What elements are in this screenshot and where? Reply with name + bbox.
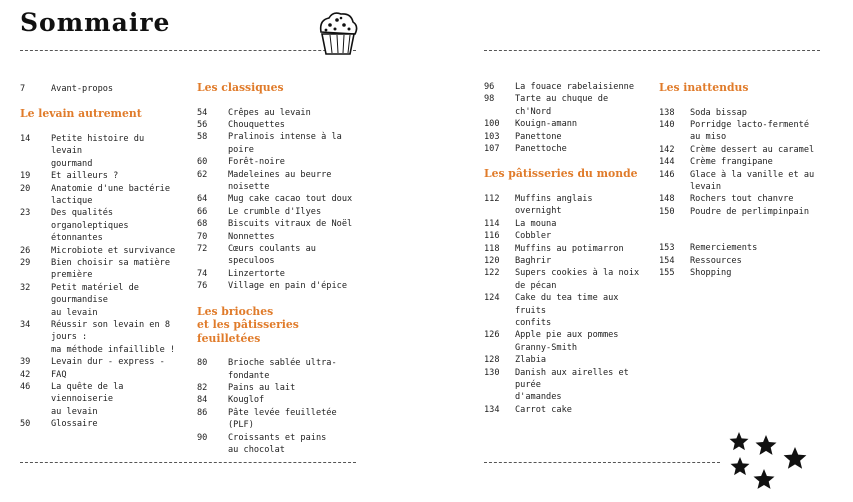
toc-entry <box>197 268 357 280</box>
page-number: 32 <box>20 282 31 293</box>
divider <box>20 462 356 463</box>
entry-title-line: FAQ <box>51 369 67 380</box>
page-number: 82 <box>197 382 208 393</box>
page-number: 74 <box>197 268 208 279</box>
entry-title <box>228 432 357 457</box>
entry-title-line: La mouna <box>515 218 557 229</box>
entry-title <box>515 267 644 292</box>
entry-title-line: Poudre de perlimpinpain <box>690 206 809 217</box>
page-number: 80 <box>197 358 208 369</box>
toc-entry <box>484 218 644 230</box>
entry-title <box>51 319 180 356</box>
toc-entry <box>659 107 829 119</box>
entry-title <box>51 183 180 208</box>
entry-title-line: Granny-Smith <box>515 342 578 353</box>
entry-title <box>515 367 644 404</box>
toc-column-3 <box>484 81 644 416</box>
section-heading <box>20 107 180 121</box>
entry-title <box>690 193 829 205</box>
entry-title-line: Ressources <box>690 255 742 266</box>
toc-entry <box>20 207 180 244</box>
entry-title-line: ma méthode infaillible ! <box>51 344 176 355</box>
entry-title-line: Glossaire <box>51 419 98 430</box>
toc-entry <box>484 193 644 218</box>
toc-entry <box>197 382 357 394</box>
page-number: 20 <box>20 183 31 194</box>
entry-title-line: Petite histoire du levain <box>51 133 145 157</box>
entry-title-line: Apple pie aux pommes <box>515 330 619 341</box>
entry-title-line: Carrot cake <box>515 404 572 415</box>
entry-title-line: Panettoche <box>515 144 567 155</box>
entry-title-line: Et ailleurs ? <box>51 171 119 182</box>
entry-title-line: Muffins au potimarron <box>515 243 624 254</box>
entry-title <box>690 169 829 194</box>
toc-entry <box>20 319 180 356</box>
star-icon <box>754 469 775 489</box>
section-heading-line: et les pâtisseries <box>197 318 299 332</box>
toc-entry <box>20 83 180 95</box>
page-number: 140 <box>659 119 675 130</box>
entry-title-line: étonnantes <box>51 233 103 244</box>
page-number: 154 <box>659 255 675 266</box>
entry-title-line: Pains au lait <box>228 382 296 393</box>
entry-title-line: Panettone <box>515 131 562 142</box>
page-number: 29 <box>20 257 31 268</box>
toc-entry <box>197 206 357 218</box>
page-number: 153 <box>659 243 675 254</box>
toc-entry <box>197 231 357 243</box>
entry-title-line: Des qualités organoleptiques <box>51 208 129 231</box>
entry-title <box>515 143 644 155</box>
entry-title <box>51 245 180 257</box>
entry-title-line: Crêpes au levain <box>228 107 311 118</box>
entry-title-line: Crème dessert au caramel <box>690 144 815 155</box>
section-heading-line: Les pâtisseries du monde <box>484 167 638 181</box>
entry-title <box>51 257 180 282</box>
page-number: 62 <box>197 169 208 180</box>
entry-title-line: Anatomie d'une bactérie <box>51 183 170 194</box>
page-number: 60 <box>197 157 208 168</box>
page-number: 120 <box>484 255 500 266</box>
toc-entry <box>197 193 357 205</box>
page-number: 122 <box>484 268 500 279</box>
entry-title <box>515 354 644 366</box>
entry-title <box>690 119 829 144</box>
entry-title-line: Mug cake cacao tout doux <box>228 194 353 205</box>
entry-title <box>690 144 829 156</box>
entry-title <box>228 107 357 119</box>
page-number: 134 <box>484 404 500 415</box>
entry-title-line: Supers cookies à la noix <box>515 268 640 279</box>
page-number: 103 <box>484 131 500 142</box>
page-number: 128 <box>484 355 500 366</box>
divider <box>484 50 820 51</box>
entry-title <box>515 81 644 93</box>
page-number: 90 <box>197 432 208 443</box>
page-number: 50 <box>20 419 31 430</box>
entry-title-line: Pralinois intense à la poire <box>228 132 342 155</box>
entry-title <box>228 231 357 243</box>
entry-title-line: Tarte au chuque de ch'Nord <box>515 94 609 117</box>
toc-entry <box>20 133 180 170</box>
entry-title-line: première <box>51 270 93 281</box>
entry-title-line: Village en pain d'épice <box>228 281 347 292</box>
toc-entry <box>197 357 357 382</box>
entry-title-line: lactique <box>51 195 93 206</box>
entry-title-line: d'amandes <box>515 392 562 403</box>
toc-entry <box>484 243 644 255</box>
muffin-icon <box>317 10 359 58</box>
toc-entry <box>197 280 357 292</box>
star-icon <box>730 432 749 450</box>
toc-entry <box>197 156 357 168</box>
entry-title-line: Kouign-amann <box>515 119 578 130</box>
toc-entry <box>659 206 829 218</box>
toc-entry <box>484 292 644 329</box>
entry-title <box>228 218 357 230</box>
toc-entry <box>484 81 644 93</box>
toc-entry <box>659 169 829 194</box>
entry-title <box>515 404 644 416</box>
page-number: 39 <box>20 357 31 368</box>
entry-title-line: Cœurs coulants au speculoos <box>228 243 316 267</box>
entry-title <box>690 242 829 254</box>
toc-entry <box>659 156 829 168</box>
entry-title-line: Microbiote et survivance <box>51 245 176 256</box>
page-number: 155 <box>659 267 675 278</box>
page-number: 66 <box>197 206 208 217</box>
toc-column-2 <box>197 81 357 456</box>
page-number: 142 <box>659 144 675 155</box>
toc-entry <box>20 381 180 418</box>
toc-entry <box>20 418 180 430</box>
toc-column-1 <box>20 83 180 431</box>
page-number: 76 <box>197 281 208 292</box>
entry-title <box>51 369 180 381</box>
toc-entry <box>20 245 180 257</box>
toc-entry <box>20 282 180 319</box>
toc-entry <box>659 193 829 205</box>
entry-title <box>51 356 180 368</box>
entry-title <box>690 156 829 168</box>
entry-title-line: Soda bissap <box>690 107 747 118</box>
toc-entry <box>197 243 357 268</box>
toc-entry <box>20 257 180 282</box>
entry-title <box>515 218 644 230</box>
page-number: 54 <box>197 107 208 118</box>
entry-title-line: Le crumble d'Ilyes <box>228 206 322 217</box>
page-number: 7 <box>20 84 26 94</box>
entry-title <box>515 243 644 255</box>
page-number: 150 <box>659 206 675 217</box>
entry-title-line: au miso <box>690 132 727 143</box>
entry-title <box>228 382 357 394</box>
entry-title <box>515 255 644 267</box>
toc-entry <box>484 354 644 366</box>
toc-entry <box>484 255 644 267</box>
entry-title-line: Linzertorte <box>228 268 285 279</box>
toc-entry <box>20 356 180 368</box>
toc-entry <box>197 394 357 406</box>
entry-title-line: Rochers tout chanvre <box>690 194 794 205</box>
toc-entry <box>484 131 644 143</box>
page-number: 98 <box>484 94 495 105</box>
entry-title-line: Forêt-noire <box>228 157 285 168</box>
entry-title <box>228 407 357 432</box>
page-number: 72 <box>197 243 208 254</box>
page-number: 64 <box>197 194 208 205</box>
toc-entry <box>484 93 644 118</box>
toc-entry <box>197 432 357 457</box>
toc-entry <box>484 329 644 354</box>
toc-entry <box>197 131 357 156</box>
page-number: 26 <box>20 245 31 256</box>
entry-title <box>51 418 180 430</box>
star-icon <box>784 447 807 469</box>
page-number: 100 <box>484 119 500 130</box>
entry-title-line: gourmand <box>51 158 93 169</box>
entry-title <box>515 230 644 242</box>
section-heading-line: Les inattendus <box>659 81 749 94</box>
section-heading-line: feuilletées <box>197 331 261 345</box>
entry-title <box>690 206 829 218</box>
entry-title-line: Croissants et pains <box>228 432 327 443</box>
entry-title-line: La fouace rabelaisienne <box>515 82 634 92</box>
toc-entry <box>197 107 357 119</box>
entry-title-line: Bien choisir sa matière <box>51 257 170 268</box>
toc-entry <box>484 230 644 242</box>
toc-entry <box>484 267 644 292</box>
entry-title-line: Cobbler <box>515 231 552 242</box>
page-number: 96 <box>484 82 495 92</box>
entry-title <box>228 243 357 268</box>
entry-title-line: Madeleines au beurre noisette <box>228 169 332 192</box>
toc-entry <box>659 119 829 144</box>
entry-title-line: Nonnettes <box>228 231 275 242</box>
entry-title-line: Crème frangipane <box>690 157 773 168</box>
page-number: 144 <box>659 157 675 168</box>
page-number: 58 <box>197 132 208 143</box>
page-number: 68 <box>197 219 208 230</box>
page-number: 118 <box>484 243 500 254</box>
toc-entry <box>197 169 357 194</box>
section-heading-line: Les brioches <box>197 304 274 318</box>
entry-title <box>515 93 644 118</box>
toc-entry <box>659 242 829 254</box>
toc-entry <box>484 404 644 416</box>
entry-title <box>690 267 829 279</box>
page-number: 23 <box>20 208 31 219</box>
entry-title <box>228 206 357 218</box>
entry-title-line: Remerciements <box>690 243 758 254</box>
entry-title-line: Baghrir <box>515 255 552 266</box>
entry-title <box>228 131 357 156</box>
section-heading-line: Les classiques <box>197 81 284 94</box>
entry-title <box>228 156 357 168</box>
divider <box>20 50 356 51</box>
entry-title <box>51 170 180 182</box>
section-heading <box>197 305 357 346</box>
stars-icon <box>728 432 812 492</box>
entry-title-line: Avant-propos <box>51 84 114 94</box>
entry-title-line: de pécan <box>515 280 557 291</box>
toc-entry <box>484 143 644 155</box>
entry-title-line: Levain dur - express - <box>51 357 165 368</box>
entry-title-line: au chocolat <box>228 444 285 455</box>
entry-title-line: Danish aux airelles et purée <box>515 367 629 391</box>
toc-entry <box>197 218 357 230</box>
entry-title-line: Kouglof <box>228 395 265 406</box>
section-heading <box>659 81 829 95</box>
section-heading-line: Le levain autrement <box>20 107 142 121</box>
page-number: 138 <box>659 107 675 118</box>
entry-title <box>228 357 357 382</box>
entry-title-line: Cake du tea time aux fruits <box>515 293 619 316</box>
page-number: 46 <box>20 382 31 393</box>
toc-entry <box>197 119 357 131</box>
star-icon <box>731 457 750 475</box>
toc-entry <box>20 183 180 208</box>
entry-title-line: au levain <box>51 406 98 417</box>
entry-title-line: Zlabia <box>515 355 547 366</box>
entry-title <box>515 118 644 130</box>
toc-entry <box>20 369 180 381</box>
entry-title <box>51 83 180 95</box>
page-number: 84 <box>197 395 208 406</box>
page-number: 130 <box>484 367 500 378</box>
divider <box>484 462 720 463</box>
entry-title <box>51 282 180 319</box>
toc-entry <box>659 255 829 267</box>
section-heading <box>197 81 357 95</box>
toc-entry <box>20 170 180 182</box>
toc-entry <box>659 267 829 279</box>
entry-title-line: Réussir son levain en 8 jours : <box>51 320 170 343</box>
star-icon <box>756 435 777 455</box>
toc-entry <box>197 407 357 432</box>
entry-title <box>51 207 180 244</box>
entry-title <box>515 193 644 218</box>
page-number: 34 <box>20 320 31 330</box>
page-number: 124 <box>484 293 500 304</box>
toc-entry <box>659 144 829 156</box>
entry-title-line: Petit matériel de gourmandise <box>51 282 139 306</box>
toc-entry <box>484 367 644 404</box>
entry-title <box>690 107 829 119</box>
page-number: 114 <box>484 218 500 229</box>
entry-title <box>228 169 357 194</box>
entry-title-line: Biscuits vitraux de Noël <box>228 219 353 230</box>
entry-title <box>228 193 357 205</box>
entry-title-line: Shopping <box>690 267 732 278</box>
page-number: 70 <box>197 231 208 242</box>
entry-title-line: Pâte levée feuilletée (PLF) <box>228 407 337 431</box>
entry-title <box>515 131 644 143</box>
entry-title-line: La quête de la viennoiserie <box>51 382 124 405</box>
page-number: 42 <box>20 369 31 380</box>
entry-title <box>228 394 357 406</box>
page-number: 148 <box>659 194 675 205</box>
page-number: 112 <box>484 193 500 204</box>
page-number: 116 <box>484 231 500 242</box>
toc-entry <box>484 118 644 130</box>
entry-title <box>690 255 829 267</box>
entry-title <box>515 292 644 329</box>
entry-title <box>515 329 644 354</box>
page-number: 19 <box>20 171 31 182</box>
entry-title <box>228 268 357 280</box>
toc-column-4 <box>659 81 829 279</box>
page-number: 86 <box>197 407 208 418</box>
entry-title <box>51 133 180 170</box>
page-number: 146 <box>659 169 675 180</box>
entry-title-line: Muffins anglais overnight <box>515 193 593 217</box>
page-number: 56 <box>197 119 208 130</box>
entry-title <box>51 381 180 418</box>
entry-title-line: confits <box>515 318 552 328</box>
page-title: Sommaire <box>20 8 171 37</box>
section-heading <box>484 167 644 181</box>
entry-title-line: Chouquettes <box>228 119 285 130</box>
entry-title <box>228 119 357 131</box>
entry-title-line: au levain <box>51 307 98 318</box>
entry-title-line: Porridge lacto-fermenté <box>690 119 809 130</box>
entry-title-line: Glace à la vanille et au levain <box>690 169 815 192</box>
page-number: 14 <box>20 133 31 144</box>
page-number: 126 <box>484 330 500 341</box>
entry-title <box>228 280 357 292</box>
page-number: 107 <box>484 144 500 155</box>
entry-title-line: Brioche sablée ultra-fondante <box>228 358 337 381</box>
